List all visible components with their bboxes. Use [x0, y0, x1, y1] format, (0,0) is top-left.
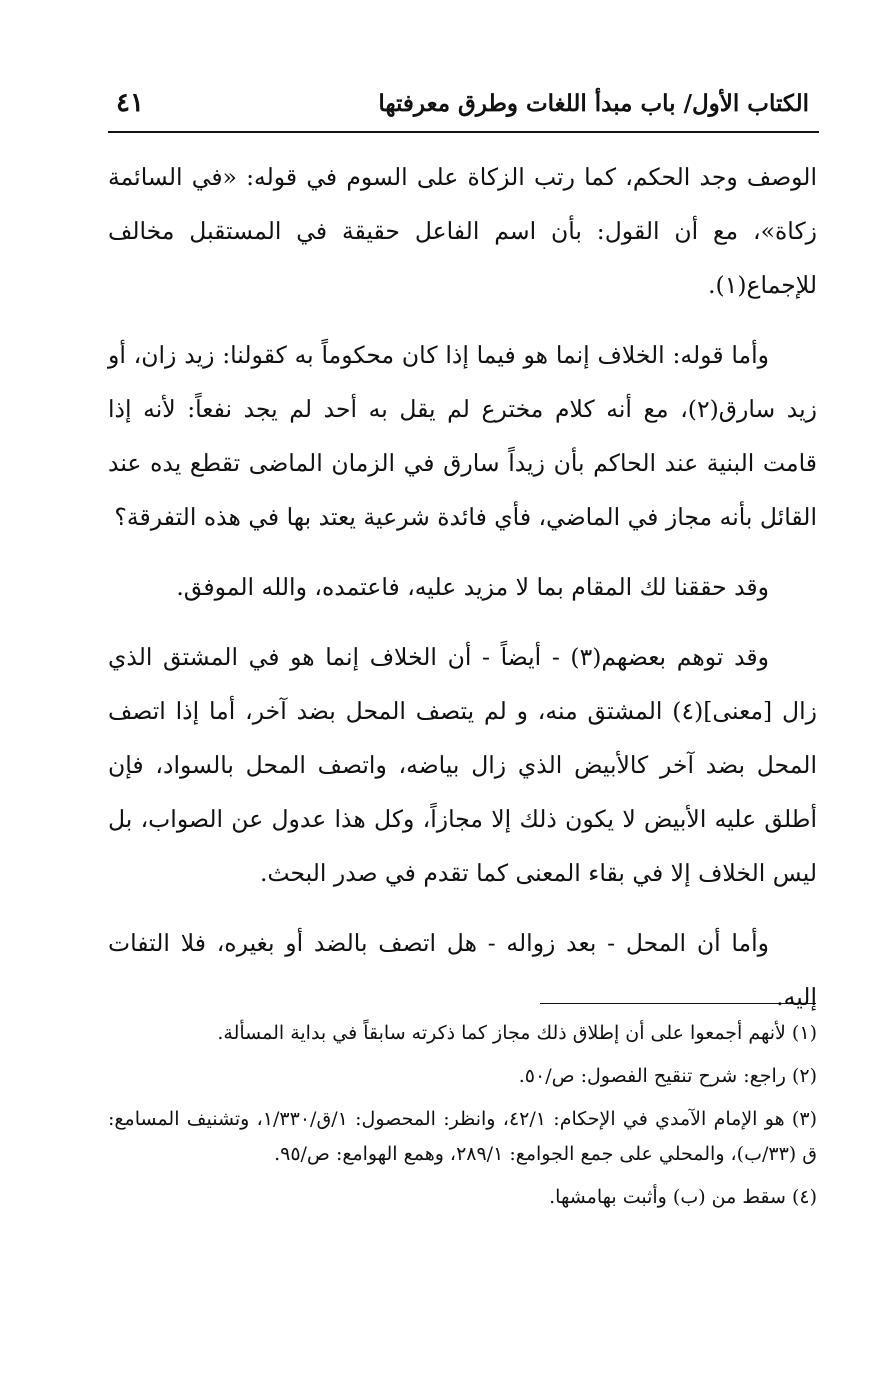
paragraph: وقد حققنا لك المقام بما لا مزيد عليه، فاعتمده، والله الموفق.	[176, 573, 769, 601]
page-number: ٤١	[116, 88, 144, 118]
page-header	[108, 86, 819, 130]
footnote-divider	[540, 1003, 816, 1004]
paragraph: وأما قوله: الخلاف إنما هو فيما إذا كان محكوماً به كقولنا: زيد زان، أو زيد سارق(٢)، مع أنه كلام مخترع لم يقل به أحد لم يجد نفعاً: لأنه إذا قامت البنية عند الحاكم بأن زيداً سارق في الزمان الماضى تقطع يده عند القائل بأنه مجاز في الماضي، فأي فائدة شرعية يعتد بها في هذه التفرقة؟	[108, 341, 817, 531]
paragraph: وقد توهم بعضهم(٣) - أيضاً - أن الخلاف إنما هو في المشتق الذي زال [معنى](٤) المشتق منه، و لم يتصف المحل بضد آخر، أما إذا اتصف المحل بضد آخر كالأبيض الذي زال بياضه، واتصف المحل بالسواد، فإن أطلق عليه الأبيض لا يكون ذلك إلا مجازاً، وكل هذا عدول عن الصواب، بل ليس الخلاف إلا في بقاء المعنى كما تقدم في صدر البحث.	[108, 643, 818, 887]
footnotes	[108, 1016, 817, 1223]
footnote: (٤) سقط من (ب) وأثبت بهامشها.	[549, 1186, 817, 1208]
footnote: (٣) هو الإمام الآمدي في الإحكام: ٤٢/١، وانظر: المحصول: ١/ق/١/٣٣٠، وتشنيف المسامع: ق (٣٣/ب)، والمحلي على جمع الجوامع: ٢٨٩/١، وهمع الهوامع: ص/٩٥.	[108, 1108, 817, 1165]
footnote: (٢) راجع: شرح تنقيح الفصول: ص/٥٠.	[518, 1065, 817, 1087]
paragraph: وأما أن المحل - بعد زواله - هل اتصف بالضد أو بغيره، فلا التفات إليه.	[108, 929, 817, 1011]
footnote: (١) لأنهم أجمعوا على أن إطلاق ذلك مجاز كما ذكرته سابقاً في بداية المسألة.	[217, 1022, 817, 1044]
paragraph: الوصف وجد الحكم، كما رتب الزكاة على السوم في قوله: «في السائمة زكاة»، مع أن القول: بأن اسم الفاعل حقيقة في المستقبل مخالف للإجماع(١).	[108, 163, 817, 299]
running-title: الكتاب الأول/ باب مبدأ اللغات وطرق معرفتها	[378, 90, 809, 117]
main-text	[108, 150, 817, 1040]
header-divider	[108, 131, 819, 133]
